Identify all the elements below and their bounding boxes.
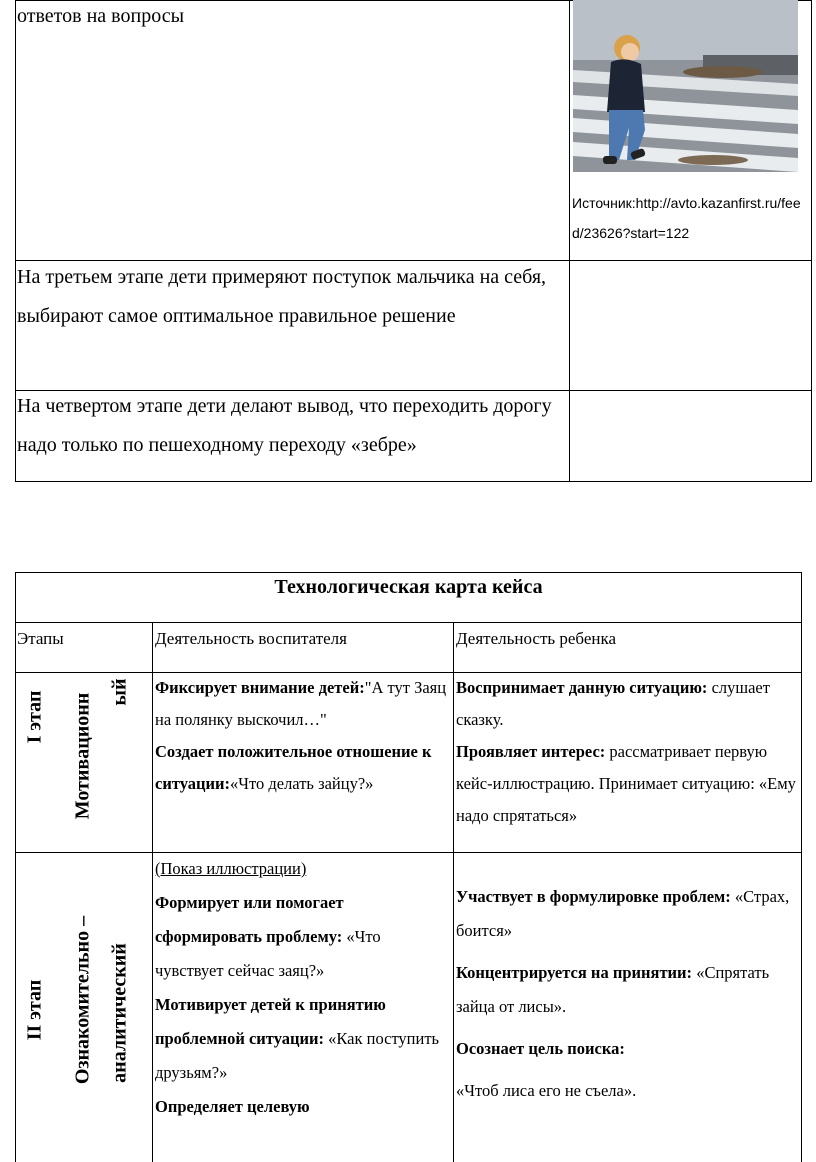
row1-text: ответов на вопросы — [17, 5, 185, 27]
stage2-type-line1: Ознакомительно – — [71, 915, 94, 1085]
case-map-title: Технологическая карта кейса — [274, 576, 543, 598]
stage1-type-line1: Мотивационн — [71, 692, 94, 820]
stage1-name: I этап — [23, 690, 46, 744]
stage1-teacher-activity: Фиксирует внимание детей:"А тут Заяц на полянку выскочил…" Создает положительное отношение к ситуации:«Что делать зайцу?» — [155, 678, 447, 793]
stage1-type-line2: ый — [108, 678, 131, 706]
header-child-activity: Деятельность ребенка — [456, 629, 617, 648]
boy-crossing-street-photo — [573, 0, 798, 172]
stage1-child-activity: Воспринимает данную ситуацию: слушает сказку. Проявляет интерес: рассматривает первую кейс-иллюстрацию. Принимает ситуацию: «Ему надо спрятаться» — [456, 678, 796, 825]
header-teacher-activity: Деятельность воспитателя — [155, 629, 347, 648]
stage2-teacher-activity: (Показ иллюстрации) Формирует или помогает сформировать проблему: «Что чувствует сейчас заяц?» Мотивирует детей к принятию проблемной ситуации: «Как поступить друзьям?» Определяет целевую — [155, 859, 440, 1116]
stage2-name: II этап — [23, 979, 46, 1041]
stage2-child-activity: Участвует в формулировке проблем: «Страх, боится» Концентрируется на принятии: «Спрятать зайца от лисы». Осознает цель поиска: «Чтоб лиса его не съела». — [456, 887, 790, 1100]
row3-text: На четвертом этапе дети делают вывод, что переходить дорогу надо только по пешеходному переходу «зебре» — [17, 395, 552, 456]
photo-source-caption: Источник:http://avto.kazanfirst.ru/feed/23626?start=122 — [572, 195, 801, 241]
stage2-type-line2: аналитический — [108, 943, 131, 1083]
row2-text: На третьем этапе дети примеряют поступок мальчика на себя, выбирают самое оптимальное правильное решение — [17, 266, 547, 327]
header-stages: Этапы — [17, 629, 64, 648]
illustration-note: (Показ иллюстрации) — [155, 859, 307, 878]
